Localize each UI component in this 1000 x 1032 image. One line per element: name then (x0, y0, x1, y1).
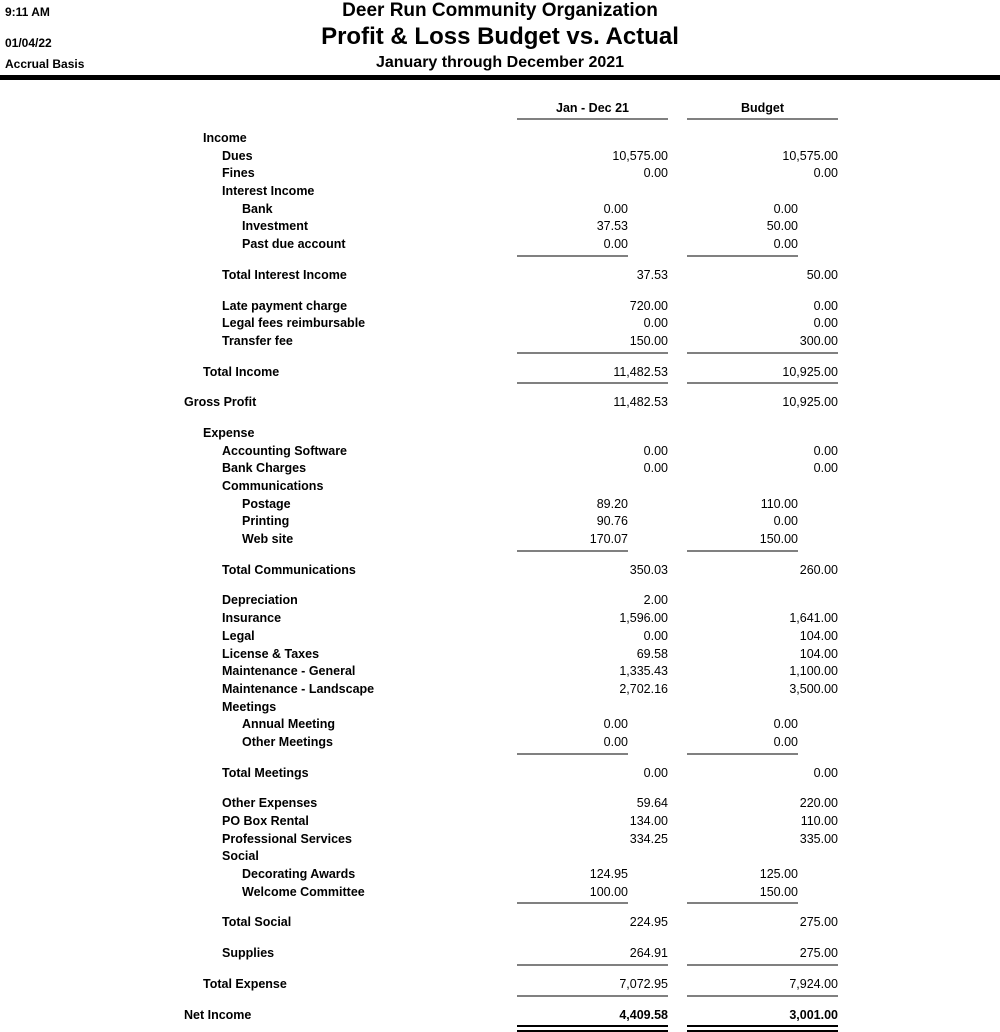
report-row-expense (0, 426, 1000, 444)
row-value-budget: 260.00 (799, 562, 838, 577)
column-header-underline (687, 118, 838, 120)
underline (517, 995, 668, 997)
row-label: Total Interest Income (222, 267, 347, 282)
row-label: Postage (242, 496, 291, 511)
report-date: 01/04/22 (5, 36, 52, 50)
row-value-actual: 0.00 (643, 166, 668, 181)
header-divider (0, 75, 1000, 80)
row-value-budget: 150.00 (687, 532, 838, 550)
row-value-actual: 37.53 (596, 219, 628, 234)
row-value-actual: 264.91 (517, 946, 668, 964)
row-value-budget: 0.00 (687, 735, 838, 753)
row-label: Legal (222, 628, 255, 643)
report-row-investment (0, 219, 1000, 237)
row-label: PO Box Rental (222, 814, 309, 828)
row-value-budget: 125.00 (759, 867, 798, 882)
column-header-underline (517, 118, 668, 120)
row-value-actual: 0.00 (517, 735, 668, 753)
column-header-actual: Jan - Dec 21 (556, 101, 629, 115)
row-value-budget (687, 593, 838, 611)
row-label: Gross Profit (184, 395, 257, 410)
row-label: License & Taxes (222, 646, 320, 661)
row-label: Other Meetings (242, 734, 333, 749)
report-row-meetings (0, 700, 1000, 718)
row-label: Total Communications (222, 562, 356, 577)
report-row-maintenance-landscape (0, 682, 1000, 700)
row-value-budget: 10,925.00 (782, 395, 838, 410)
row-value-actual: 90.76 (596, 514, 628, 529)
row-value-actual (517, 426, 668, 444)
row-label: Accounting Software (222, 443, 348, 458)
row-label: Fines (222, 166, 255, 181)
row-value-budget: 0.00 (773, 201, 798, 216)
row-value-budget: 50.00 (766, 219, 798, 234)
row-value-budget: 0.00 (773, 514, 798, 529)
report-row-po-box-rental (0, 814, 1000, 832)
row-label: Net Income (184, 1007, 252, 1022)
row-label: Past due account (242, 237, 346, 252)
row-value-budget: 275.00 (687, 946, 838, 964)
row-label: Interest Income (222, 184, 315, 199)
report-row-insurance (0, 611, 1000, 629)
report-row-bank-charges (0, 461, 1000, 479)
row-label: Income (203, 131, 247, 145)
report-row-depreciation (0, 593, 1000, 611)
report-row-social (0, 849, 1000, 867)
row-value-actual: 0.00 (643, 461, 668, 476)
row-label: Expense (203, 425, 255, 440)
row-value-actual: 69.58 (636, 646, 668, 661)
row-value-actual: 150.00 (517, 334, 668, 352)
row-value-budget: 0.00 (813, 461, 838, 476)
row-label: Maintenance - General (222, 664, 356, 679)
report-row-maintenance-general (0, 664, 1000, 682)
row-label: Total Meetings (222, 765, 309, 780)
row-value-budget: 10,925.00 (687, 365, 838, 383)
row-value-actual: 0.00 (603, 201, 628, 216)
column-header-budget: Budget (740, 101, 785, 115)
report-basis: Accrual Basis (5, 57, 85, 71)
row-value-actual: 2.00 (643, 593, 668, 608)
row-value-actual (517, 184, 668, 202)
row-label: Supplies (222, 946, 275, 961)
row-label: Web site (242, 532, 294, 547)
row-value-budget: 3,500.00 (789, 681, 838, 696)
row-value-actual: 350.03 (629, 562, 668, 577)
row-value-actual: 224.95 (629, 915, 668, 930)
row-value-actual: 0.00 (643, 443, 668, 458)
row-value-actual: 334.25 (629, 831, 668, 846)
row-value-budget: 3,001.00 (687, 1008, 838, 1026)
row-label: Total Income (203, 364, 280, 379)
row-value-actual (517, 849, 668, 867)
underline (687, 382, 838, 384)
report-row-web-site (0, 532, 1000, 550)
row-label: Dues (222, 148, 253, 163)
report-row-total-expense (0, 977, 1000, 995)
row-value-actual (517, 479, 668, 497)
report-row-total-income (0, 365, 1000, 383)
report-row-other-expenses (0, 796, 1000, 814)
row-value-actual (517, 131, 668, 149)
row-label: Late payment charge (222, 298, 348, 313)
row-value-budget: 0.00 (773, 717, 798, 732)
row-label: Total Social (222, 915, 292, 930)
row-value-budget: 335.00 (799, 831, 838, 846)
report-body (0, 131, 1000, 1025)
row-label: Maintenance - Landscape (222, 681, 375, 696)
row-value-budget: 150.00 (687, 885, 838, 903)
row-value-budget: 1,100.00 (789, 664, 838, 679)
row-value-actual: 10,575.00 (612, 148, 668, 163)
row-value-actual (517, 700, 668, 718)
row-label: Bank (242, 201, 273, 216)
row-value-budget: 0.00 (813, 765, 838, 780)
row-label: Decorating Awards (242, 867, 356, 882)
report-row-transfer-fee (0, 334, 1000, 352)
row-label: Annual Meeting (242, 717, 336, 732)
report-subtitle: January through December 2021 (375, 54, 625, 71)
report-row-dues (0, 149, 1000, 167)
report-row-past-due-account (0, 237, 1000, 255)
row-value-budget (687, 700, 838, 718)
row-value-budget: 104.00 (799, 646, 838, 661)
row-value-actual: 0.00 (603, 717, 628, 732)
row-label: Social (222, 849, 259, 864)
row-value-budget: 275.00 (799, 915, 838, 930)
row-value-budget (687, 479, 838, 497)
row-value-actual: 124.95 (589, 867, 628, 882)
row-value-budget: 220.00 (799, 796, 838, 811)
row-value-budget (687, 849, 838, 867)
row-label: Total Expense (203, 976, 287, 991)
row-value-actual: 59.64 (636, 796, 668, 811)
report-row-accounting-software (0, 444, 1000, 462)
row-value-budget: 0.00 (813, 443, 838, 458)
row-label: Professional Services (222, 831, 352, 846)
row-value-budget: 0.00 (687, 237, 838, 255)
report-row-total-meetings (0, 766, 1000, 784)
underline (517, 382, 668, 384)
underline (517, 902, 628, 904)
report-row-postage (0, 497, 1000, 515)
row-value-budget: 50.00 (806, 267, 838, 282)
row-value-actual: 0.00 (643, 765, 668, 780)
row-value-budget (687, 131, 838, 149)
row-label: Bank Charges (222, 461, 307, 476)
report-title: Profit & Loss Budget vs. Actual (321, 23, 679, 50)
row-label: Insurance (222, 611, 282, 626)
underline (687, 902, 798, 904)
report-row-welcome-committee (0, 885, 1000, 903)
row-value-budget (687, 184, 838, 202)
row-value-actual: 134.00 (629, 814, 668, 828)
row-value-budget: 110.00 (760, 496, 798, 511)
underline (517, 964, 668, 966)
report-row-fines (0, 166, 1000, 184)
report-row-license-taxes (0, 647, 1000, 665)
row-value-budget: 1,641.00 (789, 611, 838, 626)
underline (687, 753, 798, 755)
row-value-budget: 0.00 (813, 316, 838, 331)
row-label: Printing (242, 514, 290, 529)
row-value-budget: 110.00 (800, 814, 838, 828)
row-value-actual: 720.00 (629, 298, 668, 313)
row-value-budget: 7,924.00 (687, 977, 838, 995)
organization-name: Deer Run Community Organization (342, 0, 658, 21)
row-value-actual: 100.00 (517, 885, 668, 903)
report-row-decorating-awards (0, 867, 1000, 885)
row-value-actual: 11,482.53 (517, 365, 668, 383)
row-value-actual: 1,335.43 (619, 664, 668, 679)
report-row-legal (0, 629, 1000, 647)
report-row-communications (0, 479, 1000, 497)
report-row-legal-fees-reimbursable (0, 316, 1000, 334)
underline (687, 964, 838, 966)
row-value-actual: 170.07 (517, 532, 668, 550)
report-row-income (0, 131, 1000, 149)
row-value-actual: 4,409.58 (517, 1008, 668, 1026)
row-value-actual: 11,482.53 (613, 395, 668, 410)
report-row-interest-income (0, 184, 1000, 202)
report-row-total-social (0, 915, 1000, 933)
row-value-budget: 0.00 (813, 166, 838, 181)
report-row-late-payment-charge (0, 299, 1000, 317)
row-label: Welcome Committee (242, 884, 365, 899)
report-row-bank (0, 202, 1000, 220)
underline (517, 753, 628, 755)
row-label: Other Expenses (222, 796, 318, 811)
report-row-annual-meeting (0, 717, 1000, 735)
underline (517, 352, 668, 354)
underline (687, 352, 838, 354)
report-row-gross-profit (0, 395, 1000, 413)
report-row-total-communications (0, 563, 1000, 581)
underline (687, 995, 838, 997)
row-value-budget: 0.00 (813, 298, 838, 313)
row-label: Meetings (222, 699, 277, 714)
row-label: Legal fees reimbursable (222, 316, 366, 331)
report-row-net-income (0, 1008, 1000, 1026)
report-row-supplies (0, 946, 1000, 964)
row-value-actual: 0.00 (643, 316, 668, 331)
row-value-actual: 2,702.16 (619, 681, 668, 696)
row-label: Communications (222, 479, 324, 493)
underline (687, 255, 798, 257)
row-value-actual: 89.20 (596, 496, 628, 511)
row-value-actual: 1,596.00 (619, 611, 668, 626)
report-time: 9:11 AM (5, 5, 50, 19)
underline (687, 550, 798, 552)
underline (517, 550, 628, 552)
row-value-budget: 104.00 (799, 628, 838, 643)
row-value-budget: 10,575.00 (782, 148, 838, 163)
report-row-printing (0, 514, 1000, 532)
row-label: Transfer fee (222, 333, 293, 348)
row-value-actual: 0.00 (517, 237, 668, 255)
row-label: Investment (242, 219, 308, 234)
row-value-actual: 0.00 (643, 628, 668, 643)
report-row-total-interest-income (0, 268, 1000, 286)
row-value-actual: 37.53 (636, 267, 668, 282)
underline (517, 255, 628, 257)
row-value-actual: 7,072.95 (517, 977, 668, 995)
report-row-professional-services (0, 832, 1000, 850)
row-value-budget (687, 426, 838, 444)
report-row-other-meetings (0, 735, 1000, 753)
row-value-budget: 300.00 (687, 334, 838, 352)
row-label: Depreciation (222, 593, 298, 608)
